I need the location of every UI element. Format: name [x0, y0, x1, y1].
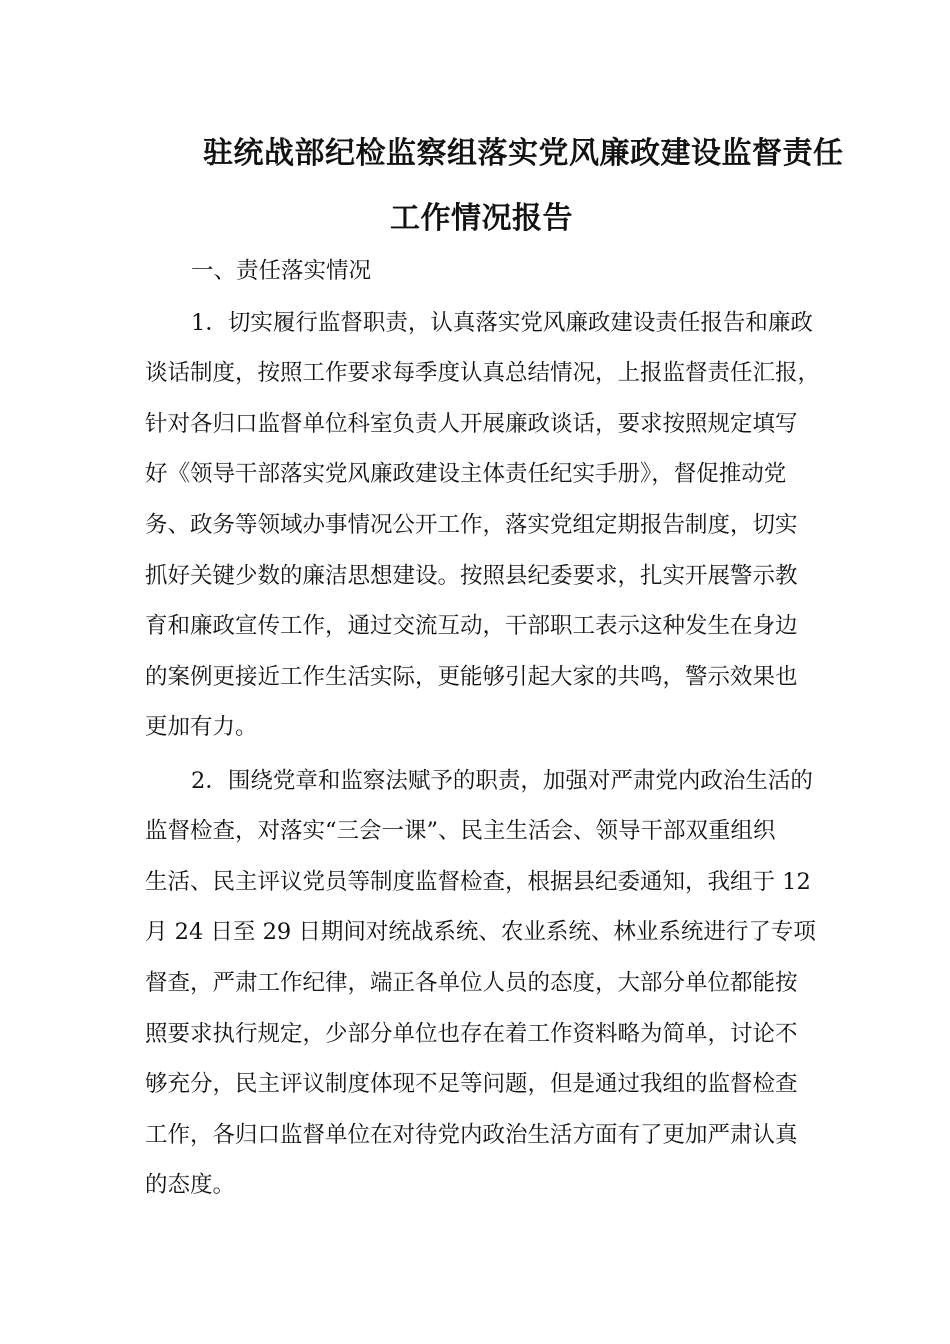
- paragraph-1-line-6: 抓好关键少数的廉洁思想建设。按照县纪委要求，扎实开展警示教: [145, 563, 798, 589]
- paragraph-2-line-7: 够充分，民主评议制度体现不足等问题，但是通过我组的监督检查: [145, 1071, 798, 1097]
- paragraph-2-line-4: 月 24 日至 29 日期间对统战系统、农业系统、林业系统进行了专项: [145, 919, 816, 945]
- paragraph-2-line-8: 工作，各归口监督单位在对待党内政治生活方面有了更加严肃认真: [145, 1122, 798, 1148]
- paragraph-1-line-9: 更加有力。: [145, 714, 258, 740]
- paragraph-2-line-2: 监督检查，对落实“三会一课”、民主生活会、领导干部双重组织: [145, 818, 776, 844]
- paragraph-2-line-5: 督查，严肃工作纪律，端正各单位人员的态度，大部分单位都能按: [145, 970, 798, 996]
- paragraph-1-line-2: 谈话制度，按照工作要求每季度认真总结情况，上报监督责任汇报，: [145, 360, 821, 386]
- paragraph-2-line-1: 2．围绕党章和监察法赋予的职责，加强对严肃党内政治生活的: [191, 768, 813, 794]
- document-title-line-2: 工作情况报告: [390, 201, 573, 236]
- document-title-line-1: 驻统战部纪检监察组落实党风廉政建设监督责任: [203, 136, 844, 171]
- paragraph-1-line-5: 务、政务等领域办事情况公开工作，落实党组定期报告制度，切实: [145, 512, 798, 538]
- section-heading: 一、责任落实情况: [191, 258, 372, 284]
- paragraph-1-line-7: 育和廉政宣传工作，通过交流互动，干部职工表示这种发生在身边: [145, 613, 798, 639]
- paragraph-2-line-9: 的态度。: [145, 1172, 236, 1198]
- paragraph-1-line-4: 好《领导干部落实党风廉政建设主体责任纪实手册》，督促推动党: [145, 461, 787, 487]
- paragraph-1-line-8: 的案例更接近工作生活实际，更能够引起大家的共鸣，警示效果也: [145, 664, 798, 690]
- paragraph-1-line-1: 1．切实履行监督职责，认真落实党风廉政建设责任报告和廉政: [191, 310, 813, 336]
- paragraph-2-line-6: 照要求执行规定，少部分单位也存在着工作资料略为简单，讨论不: [145, 1021, 798, 1047]
- paragraph-1-line-3: 针对各归口监督单位科室负责人开展廉政谈话，要求按照规定填写: [145, 411, 798, 437]
- paragraph-2-line-3: 生活、民主评议党员等制度监督检查，根据县纪委通知，我组于 12: [145, 869, 811, 895]
